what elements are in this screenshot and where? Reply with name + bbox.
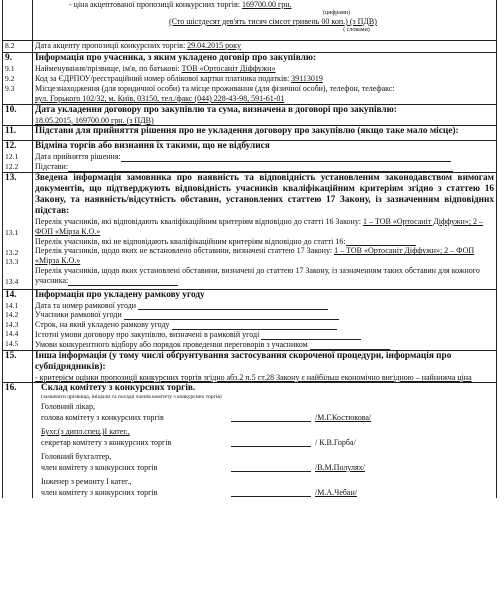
procurement-report-table bbox=[2, 0, 497, 498]
framework-terms-label: Істотні умови договору про закупівлю, визначені в рамковій угоді bbox=[35, 329, 260, 339]
member-name: /М.Г.Костюкова/ bbox=[315, 413, 372, 423]
row-13-3-number: 13.3 bbox=[5, 257, 19, 267]
section-10 bbox=[3, 104, 497, 126]
row-12-2-number: 12.2 bbox=[5, 161, 19, 171]
section-9 bbox=[3, 53, 497, 104]
section-13 bbox=[3, 172, 497, 289]
signature-line bbox=[231, 437, 311, 447]
section-11-number: 11. bbox=[5, 126, 17, 137]
row-13-4-number: 13.4 bbox=[5, 276, 19, 286]
row-14-5-number: 14.5 bbox=[5, 338, 19, 348]
contract-date-sum-value: 18.05.2015, 169700.00 грн. (з ПДВ) bbox=[35, 115, 154, 125]
framework-date-label: Дата та номер рамкової угоди bbox=[35, 300, 137, 310]
section-12-number: 12. bbox=[5, 141, 17, 152]
section-12 bbox=[3, 141, 497, 173]
no-circumstances-value: 1 – ТОВ «Ортосаніт Діффужн»; 2 – ФОП «Мірза К.О.» bbox=[35, 246, 475, 266]
member-role: секретар комітету з конкурсних торгів bbox=[41, 437, 172, 447]
section-11-title: Підстави для прийняття рішення про не укладення договору про закупівлю (якщо таке мало місце): bbox=[35, 126, 459, 137]
acceptance-date-value: 29.04.2015 року bbox=[187, 40, 241, 50]
committee-note: (зазначити прізвища, ініціали та посади членів комітету з конкурсних торгів) bbox=[41, 394, 222, 401]
price-label: - ціна акцептованої пропозиції конкурсних торгів: bbox=[69, 0, 242, 9]
row-14-4-number: 14.4 bbox=[5, 329, 19, 339]
framework-participants-label: Учасники рамкової угоди bbox=[35, 310, 122, 320]
member-role: член комітету з конкурсних торгів bbox=[41, 487, 158, 497]
section-15 bbox=[3, 350, 497, 383]
other-info-value: - критерієм оцінки пропозиції конкурсних торгів згідно абз.2 п.5 ст.28 Закону є найбільш економічно вигідною – найнижча ціна bbox=[35, 372, 472, 382]
member-name: /М.А.Чебан/ bbox=[315, 487, 357, 497]
section-16 bbox=[3, 383, 497, 498]
member-role: голова комітету з конкурсних торгів bbox=[41, 413, 164, 423]
signature-line bbox=[231, 412, 311, 422]
section-10-number: 10. bbox=[5, 104, 17, 115]
section-16-number: 16. bbox=[5, 383, 17, 394]
section-9-number: 9. bbox=[5, 53, 12, 64]
section-14-title: Інформація про укладену рамкову угоду bbox=[35, 289, 205, 300]
row-9-1-number: 9.1 bbox=[5, 64, 15, 74]
member-position: Інженер з ремонту І катег., bbox=[41, 476, 132, 486]
section-9-title: Інформація про учасника, з яким укладено договір про закупівлю: bbox=[35, 53, 317, 64]
grounds-blank bbox=[68, 163, 453, 172]
section-12-title: Відміна торгів або визнання їх такими, що не відбулися bbox=[35, 141, 270, 152]
no-circumstances-label: Перелік учасників, щодо яких не встановлено обставини, визначені статтею 17 Закону: bbox=[35, 246, 335, 256]
participant-name-value: ТОВ «Ортосаніт Діффужн» bbox=[181, 64, 276, 74]
signature-line bbox=[231, 462, 311, 472]
price-caption-words: ( словами) bbox=[343, 26, 370, 33]
qualified-participants-label: Перелік учасників, які відповідають кваліфікаційним критеріям відповідно до статті 16 Закону: bbox=[35, 216, 363, 226]
section-13-number: 13. bbox=[5, 172, 17, 183]
price-row bbox=[3, 0, 497, 40]
section-11 bbox=[3, 126, 497, 141]
address-value: вул. Горького 102/32, м. Київ, 03150, тел./факс (044) 228-43-98, 591-61-01 bbox=[35, 93, 285, 103]
row-8-2-number: 8.2 bbox=[3, 40, 33, 53]
committee-member bbox=[41, 402, 494, 423]
committee-member bbox=[41, 452, 494, 473]
decision-date-blank bbox=[121, 153, 451, 162]
participant-name-label: Найменування/прізвище, ім'я, по батькові: bbox=[35, 64, 182, 74]
member-name: / К.В.Горба/ bbox=[315, 437, 356, 447]
price-in-words: (Сто шістдесят дев'ять тисяч сімсот гривень 00 коп.) (з ПДВ) bbox=[169, 16, 377, 26]
row-8-2 bbox=[3, 40, 497, 53]
member-name: /В.М.Полулях/ bbox=[315, 462, 365, 472]
committee-member bbox=[41, 477, 494, 498]
qualified-participants-value: 1 – ТОВ «Ортосаніт Діффужн»; 2 – ФОП «Мірза К.О.» bbox=[35, 216, 484, 236]
row-9-2-number: 9.2 bbox=[5, 73, 15, 83]
row-9-3-number: 9.3 bbox=[5, 83, 15, 93]
section-14-number: 14. bbox=[5, 289, 17, 300]
member-role: член комітету з конкурсних торгів bbox=[41, 462, 158, 472]
committee-member bbox=[41, 427, 494, 448]
unqualified-participants-label: Перелік учасників, які не відповідають кваліфікаційним критеріям відповідно до статті 16: bbox=[35, 236, 346, 246]
section-10-title: Дата укладення договору про закупівлю та сума, визначена в договорі про закупівлю: bbox=[35, 104, 397, 115]
member-position: Головний лікар, bbox=[41, 402, 95, 412]
price-caption-digits: (цифрами) bbox=[323, 9, 350, 16]
section-13-title: Зведена інформація замовника про наявність та відповідність установленим законодавством вимогам документів, що підтверджують відповідність учасників кваліфікаційним критеріям згідно з статтею 16 Закону, та наявність/відсутність обставин, установлених статтею 17 Закону, із зазначенням відповідних підстав: bbox=[35, 172, 494, 216]
row-14-3-number: 14.3 bbox=[5, 319, 19, 329]
section-16-title: Склад комітету з конкурсних торгів. bbox=[41, 383, 196, 394]
section-15-title: Інша інформація (у тому числі обґрунтування застосування скороченої процедури, інформація про субпідрядників): bbox=[35, 350, 452, 372]
row-13-1-number: 13.1 bbox=[5, 227, 19, 237]
row-14-2-number: 14.2 bbox=[5, 310, 19, 320]
framework-selection-label: Умови конкурентного відбору або порядок проведення переговорів з учасником bbox=[35, 339, 308, 349]
edrpou-label: Код за ЄДРПОУ/реєстраційний номер облікової картки платника податків: bbox=[35, 74, 292, 84]
decision-date-label: Дата прийняття рішення: bbox=[35, 152, 121, 162]
price-value: 169700.00 грн. bbox=[241, 0, 292, 9]
address-label: Місцезнаходження (для юридичної особи) та місце проживання (для фізичної особи), телефон, телефакс: bbox=[35, 83, 395, 93]
member-position: Головний бухгалтер, bbox=[41, 451, 112, 461]
grounds-label: Підстави: bbox=[35, 162, 69, 172]
circumstances-label: Перелік учасників, щодо яких установлені обставини, визначені до статтею 17 Закону, із зазначенням таких обставин для кожного учасника: bbox=[35, 265, 480, 285]
edrpou-value: 39113019 bbox=[291, 74, 323, 84]
acceptance-date-label: Дата акцепту пропозиції конкурсних торгів: bbox=[35, 40, 188, 50]
signature-line bbox=[231, 487, 311, 497]
row-13-2-number: 13.2 bbox=[5, 247, 19, 257]
section-14 bbox=[3, 289, 497, 350]
row-12-1-number: 12.1 bbox=[5, 152, 19, 162]
row-14-1-number: 14.1 bbox=[5, 300, 19, 310]
section-15-number: 15. bbox=[5, 350, 17, 361]
framework-term-label: Строк, на який укладено рамкову угоду bbox=[35, 320, 170, 330]
member-position: Бухг.(з дипл.спец.)І катег., bbox=[41, 427, 130, 437]
